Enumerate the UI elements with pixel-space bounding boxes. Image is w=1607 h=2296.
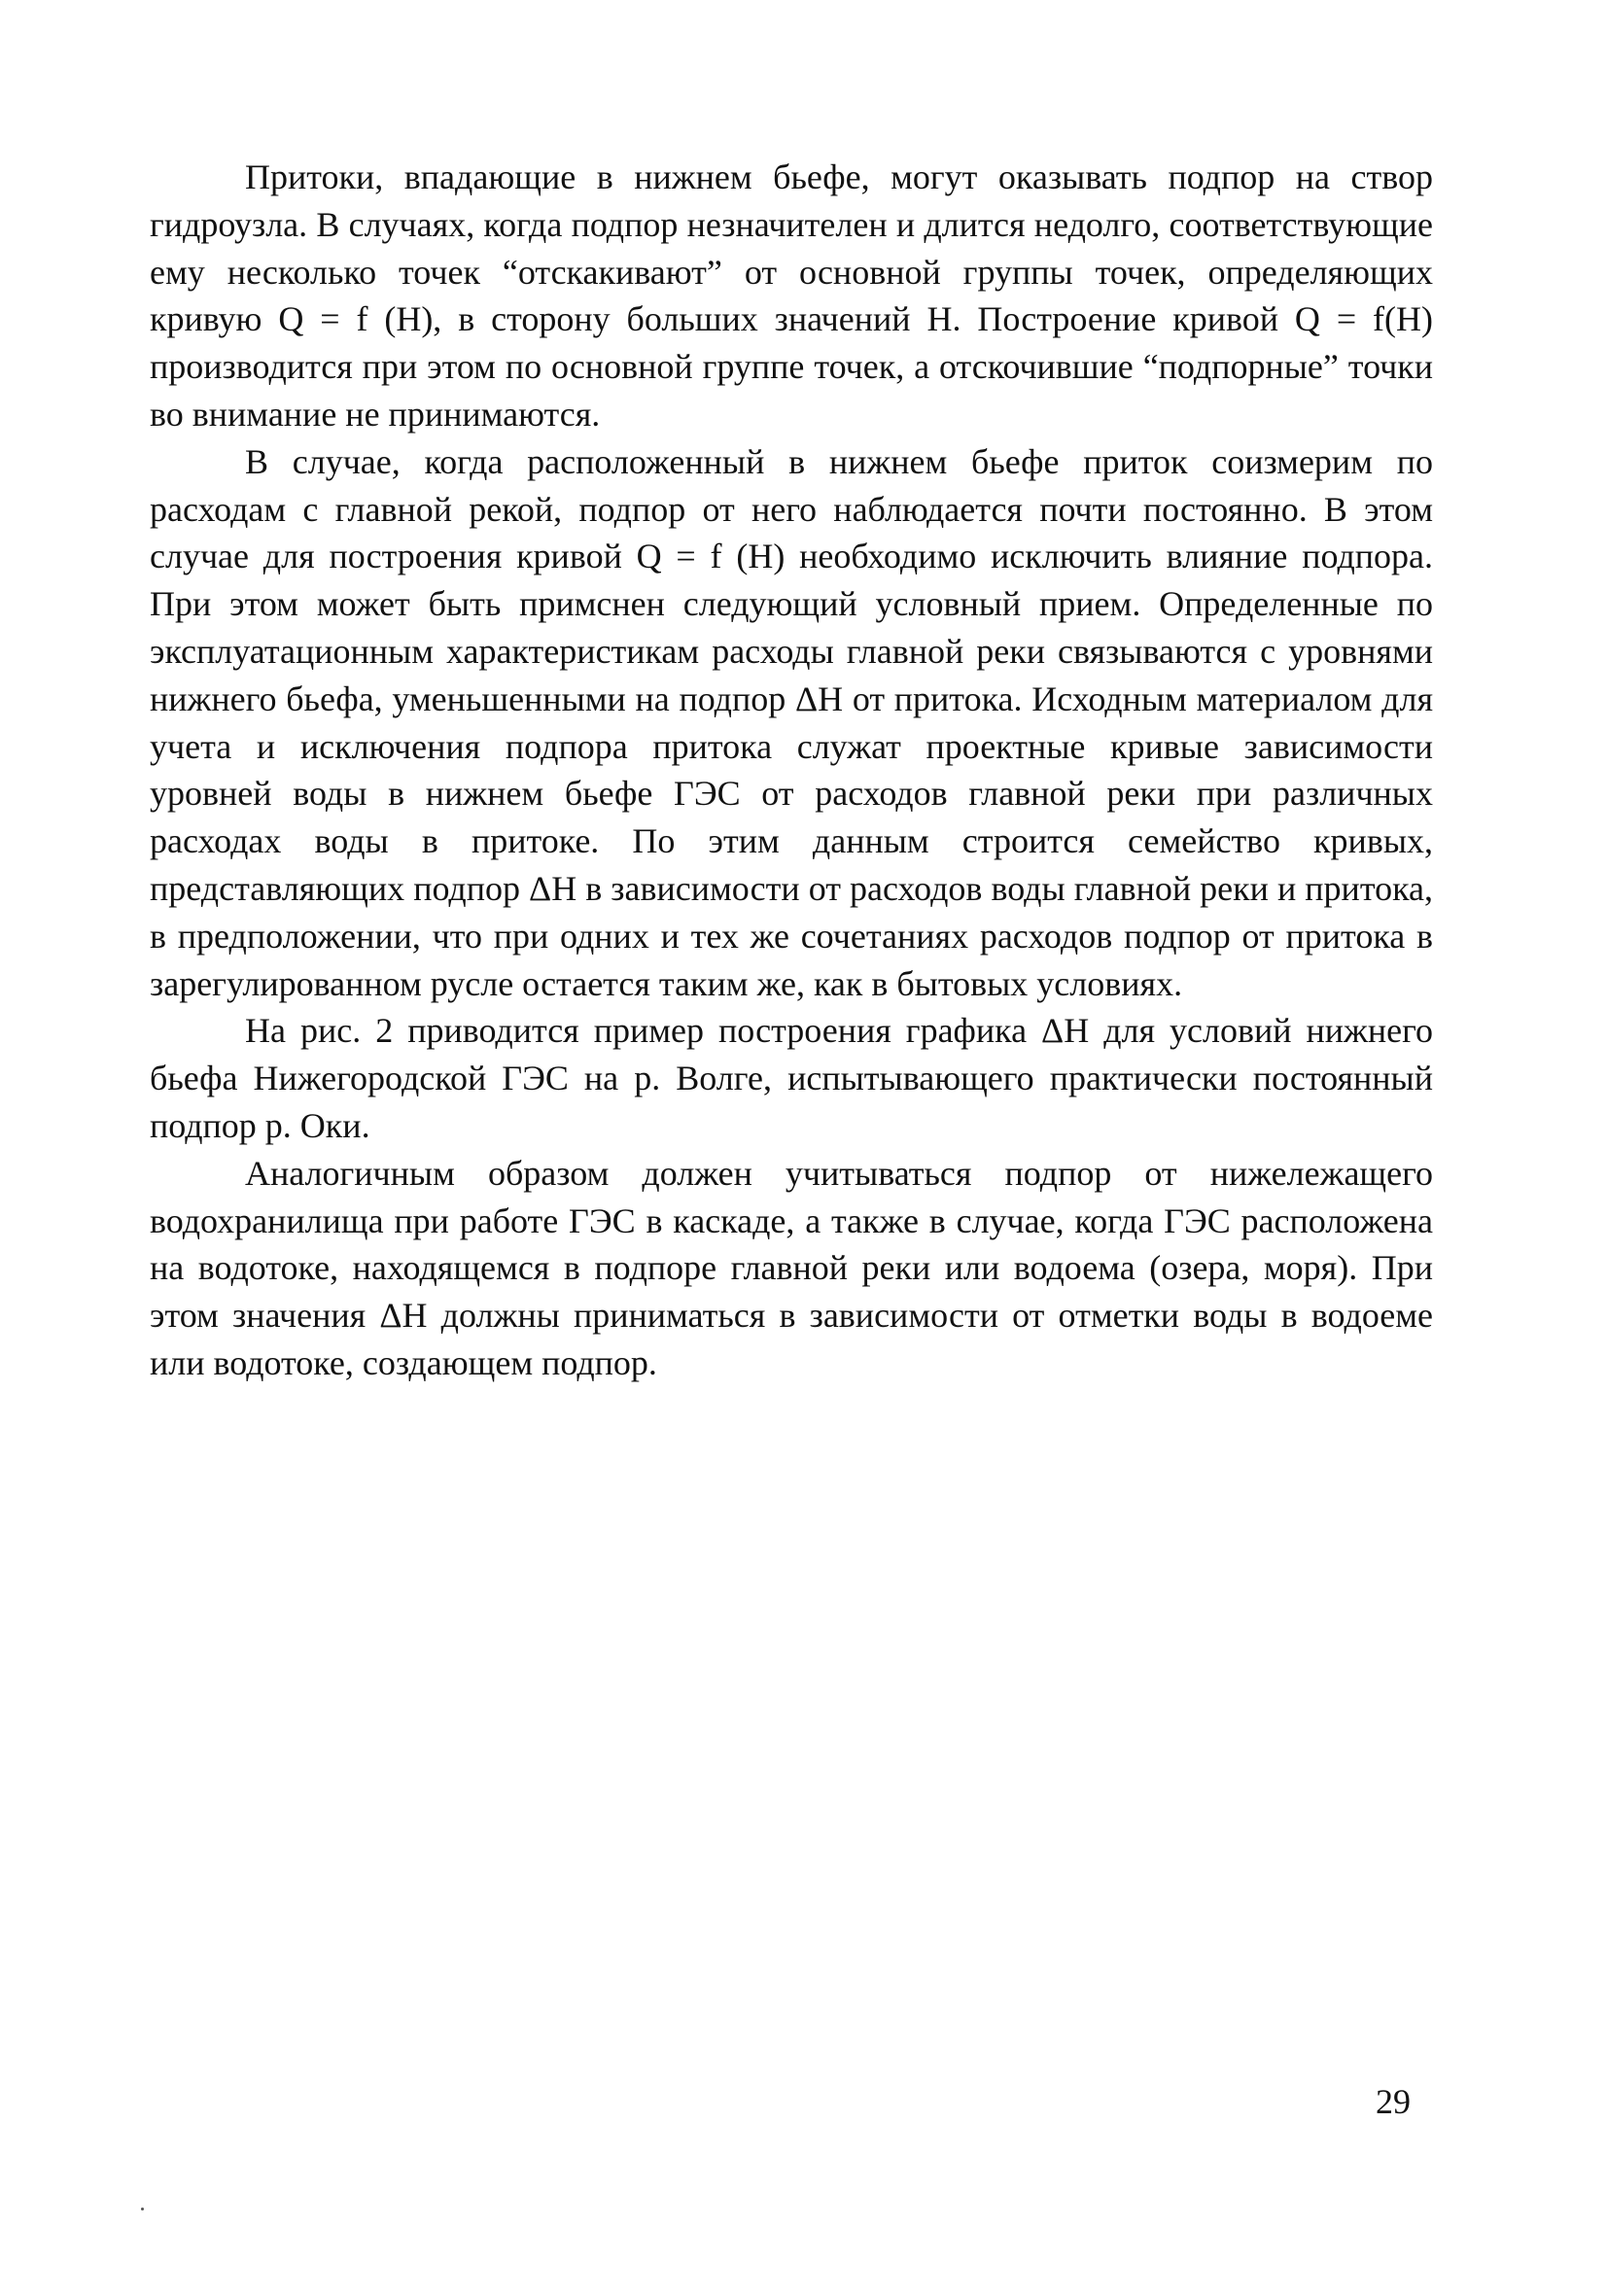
scan-speck — [141, 2208, 144, 2210]
paragraph-4: Аналогичным образом должен учитываться подпор от нижележащего водохранилища при работе ГЭС в каскаде, а также в случае, когда ГЭС расположена на водотоке, находящемся в подпоре главной реки или водоема (озера, моря). При этом значения ΔH должны приниматься в зависимости от отметки воды в водоеме или водотоке, создающем подпор. — [150, 1153, 1433, 1382]
body-text — [150, 154, 1433, 1387]
paragraph-2: В случае, когда расположенный в нижнем бьефе приток соизмерим по расходам с главной рекой, подпор от него наблюдается почти постоянно. В этом случае для построения кривой Q = f (H) необходимо исключить влияние подпора. При этом может быть примснен следующий условный прием. Определенные по эксплуатационным характеристикам расходы главной реки связываются с уровнями нижнего бьефа, уменьшенными на подпор ΔH от притока. Исходным материалом для учета и исключения подпора притока служат проектные кривые зависимости уровней воды в нижнем бьефе ГЭС от расходов главной реки при различных расходах воды в притоке. По этим данным строится семейство кривых, представляющих подпор ΔH в зависимости от расходов воды главной реки и притока, в предположении, что при одних и тех же сочетаниях расходов подпор от притока в зарегулированном русле остается таким же, как в бытовых условиях. — [150, 441, 1433, 1003]
paragraph-3: На рис. 2 приводится пример построения графика ΔH для условий нижнего бьефа Нижегородской ГЭС на р. Волге, испытывающего практически постоянный подпор р. Оки. — [150, 1011, 1433, 1145]
paragraph-1: Притоки, впадающие в нижнем бьефе, могут оказывать подпор на створ гидроузла. В случаях, когда подпор незначителен и длится недолго, соответствующие ему несколько точек “отскакивают” от основной группы точек, определяющих кривую Q = f (H), в сторону больших значений H. Построение кривой Q = f(H) производится при этом по основной группе точек, а отскочившие “подпорные” точки во внимание не принимаются. — [150, 157, 1433, 434]
page-number: 29 — [1376, 2082, 1411, 2121]
